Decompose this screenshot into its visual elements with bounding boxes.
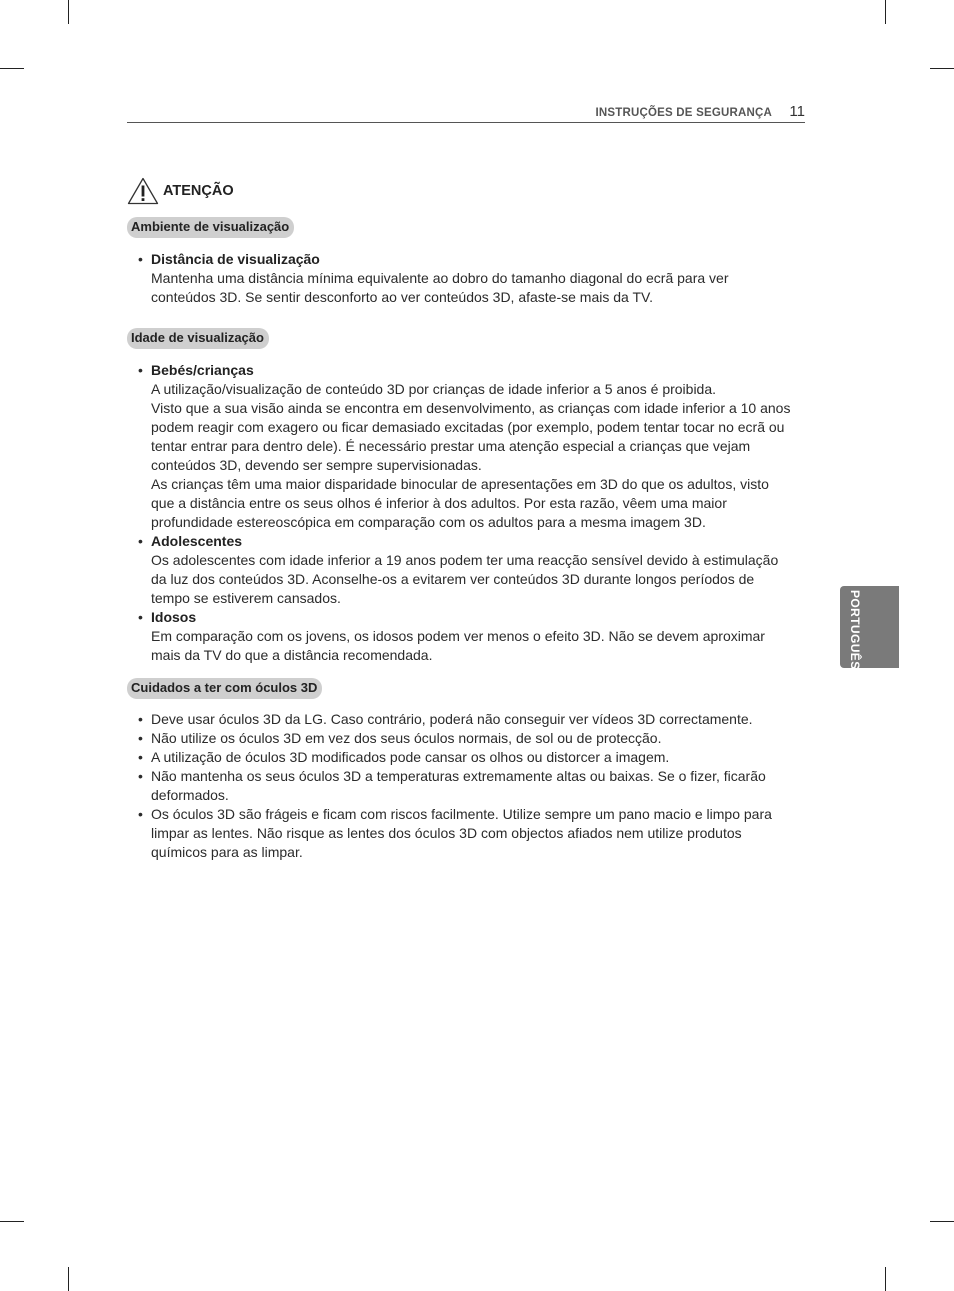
bullet-icon: • xyxy=(138,768,143,784)
item-text: Não utilize os óculos 3D em vez dos seus óculos normais, de sol ou de protecção. xyxy=(151,730,662,746)
bullet-list xyxy=(127,710,795,862)
item-text: Deve usar óculos 3D da LG. Caso contrário, poderá não conseguir ver vídeos 3D correctamente. xyxy=(151,711,753,727)
crop-mark xyxy=(930,68,954,69)
warning-triangle-icon xyxy=(127,177,159,205)
item-text: Não mantenha os seus óculos 3D a temperaturas extremamente altas ou baixas. Se o fizer, ficarão deformados. xyxy=(151,768,766,803)
item-heading: Distância de visualização xyxy=(151,251,320,267)
crop-mark xyxy=(68,0,69,24)
bullet-list xyxy=(127,361,795,665)
bullet-icon: • xyxy=(138,730,143,746)
item-text: A utilização de óculos 3D modificados pode cansar os olhos ou distorcer a imagem. xyxy=(151,749,670,765)
section xyxy=(127,217,795,307)
bullet-list xyxy=(127,250,795,307)
section-title: Ambiente de visualização xyxy=(127,217,294,238)
bullet-icon: • xyxy=(138,609,143,625)
bullet-icon: • xyxy=(138,362,143,378)
crop-mark xyxy=(0,1221,24,1222)
crop-mark xyxy=(885,1267,886,1291)
section-title: Cuidados a ter com óculos 3D xyxy=(127,678,322,699)
page-number: 11 xyxy=(789,103,805,120)
attention-heading xyxy=(127,176,795,206)
section xyxy=(127,678,795,862)
item-heading: Bebés/crianças xyxy=(151,362,254,378)
attention-title: ATENÇÃO xyxy=(163,183,234,199)
bullet-icon: • xyxy=(138,749,143,765)
crop-mark xyxy=(930,1221,954,1222)
crop-mark xyxy=(885,0,886,24)
page-content xyxy=(127,176,795,862)
bullet-icon: • xyxy=(138,806,143,822)
list-item xyxy=(127,361,795,532)
list-item xyxy=(127,532,795,608)
item-paragraph: Em comparação com os jovens, os idosos podem ver menos o efeito 3D. Não se devem aproximar mais da TV do que a distância recomendada. xyxy=(151,628,765,663)
item-paragraph: Visto que a sua visão ainda se encontra em desenvolvimento, as crianças com idade inferior a 10 anos podem reagir com exagero ou ficar demasiado excitadas (por exemplo, podem tentar tocar no ecrã ou tentar entrar para dentro dele). É necessário prestar uma atenção especial a crianças que vejam conteúdos 3D, devendo ser sempre supervisionadas. xyxy=(151,400,791,473)
list-item xyxy=(127,767,795,805)
language-tab xyxy=(840,586,899,668)
item-paragraph: Mantenha uma distância mínima equivalente ao dobro do tamanho diagonal do ecrã para ver conteúdos 3D. Se sentir desconforto ao ver conteúdos 3D, afaste-se mais da TV. xyxy=(151,270,729,305)
crop-mark xyxy=(0,68,24,69)
list-item xyxy=(127,729,795,748)
sections-container xyxy=(127,217,795,862)
list-item xyxy=(127,710,795,729)
item-paragraph: As crianças têm uma maior disparidade binocular de apresentações em 3D do que os adultos, visto que a distância entre os seus olhos é inferior à dos adultos. Por esta razão, vêem uma maior profundidade estereoscópica em comparação com os adultos para a mesma imagem 3D. xyxy=(151,476,769,530)
page-header xyxy=(127,100,805,123)
bullet-icon: • xyxy=(138,533,143,549)
header-section-name: INSTRUÇÕES DE SEGURANÇA xyxy=(595,107,772,119)
item-heading: Idosos xyxy=(151,609,197,625)
list-item xyxy=(127,748,795,767)
item-heading: Adolescentes xyxy=(151,533,243,549)
bullet-icon: • xyxy=(138,711,143,727)
section-title: Idade de visualização xyxy=(127,328,269,349)
list-item xyxy=(127,805,795,862)
list-item xyxy=(127,250,795,307)
item-paragraph: Os adolescentes com idade inferior a 19 anos podem ter uma reacção sensível devido à estimulação da luz dos conteúdos 3D. Aconselhe-os a evitarem ver conteúdos 3D durante longos períodos de tempo se estiverem cansados. xyxy=(151,552,779,606)
item-text: Os óculos 3D são frágeis e ficam com riscos facilmente. Utilize sempre um pano macio e limpo para limpar as lentes. Não risque as lentes dos óculos 3D com objectos afiados nem utilize produtos químicos para as limpar. xyxy=(151,806,772,860)
item-paragraph: A utilização/visualização de conteúdo 3D por crianças de idade inferior a 5 anos é proibida. xyxy=(151,381,717,397)
list-item xyxy=(127,608,795,665)
bullet-icon: • xyxy=(138,251,143,267)
language-tab-label: PORTUGUÊS xyxy=(848,590,862,670)
section xyxy=(127,328,795,665)
crop-mark xyxy=(68,1267,69,1291)
